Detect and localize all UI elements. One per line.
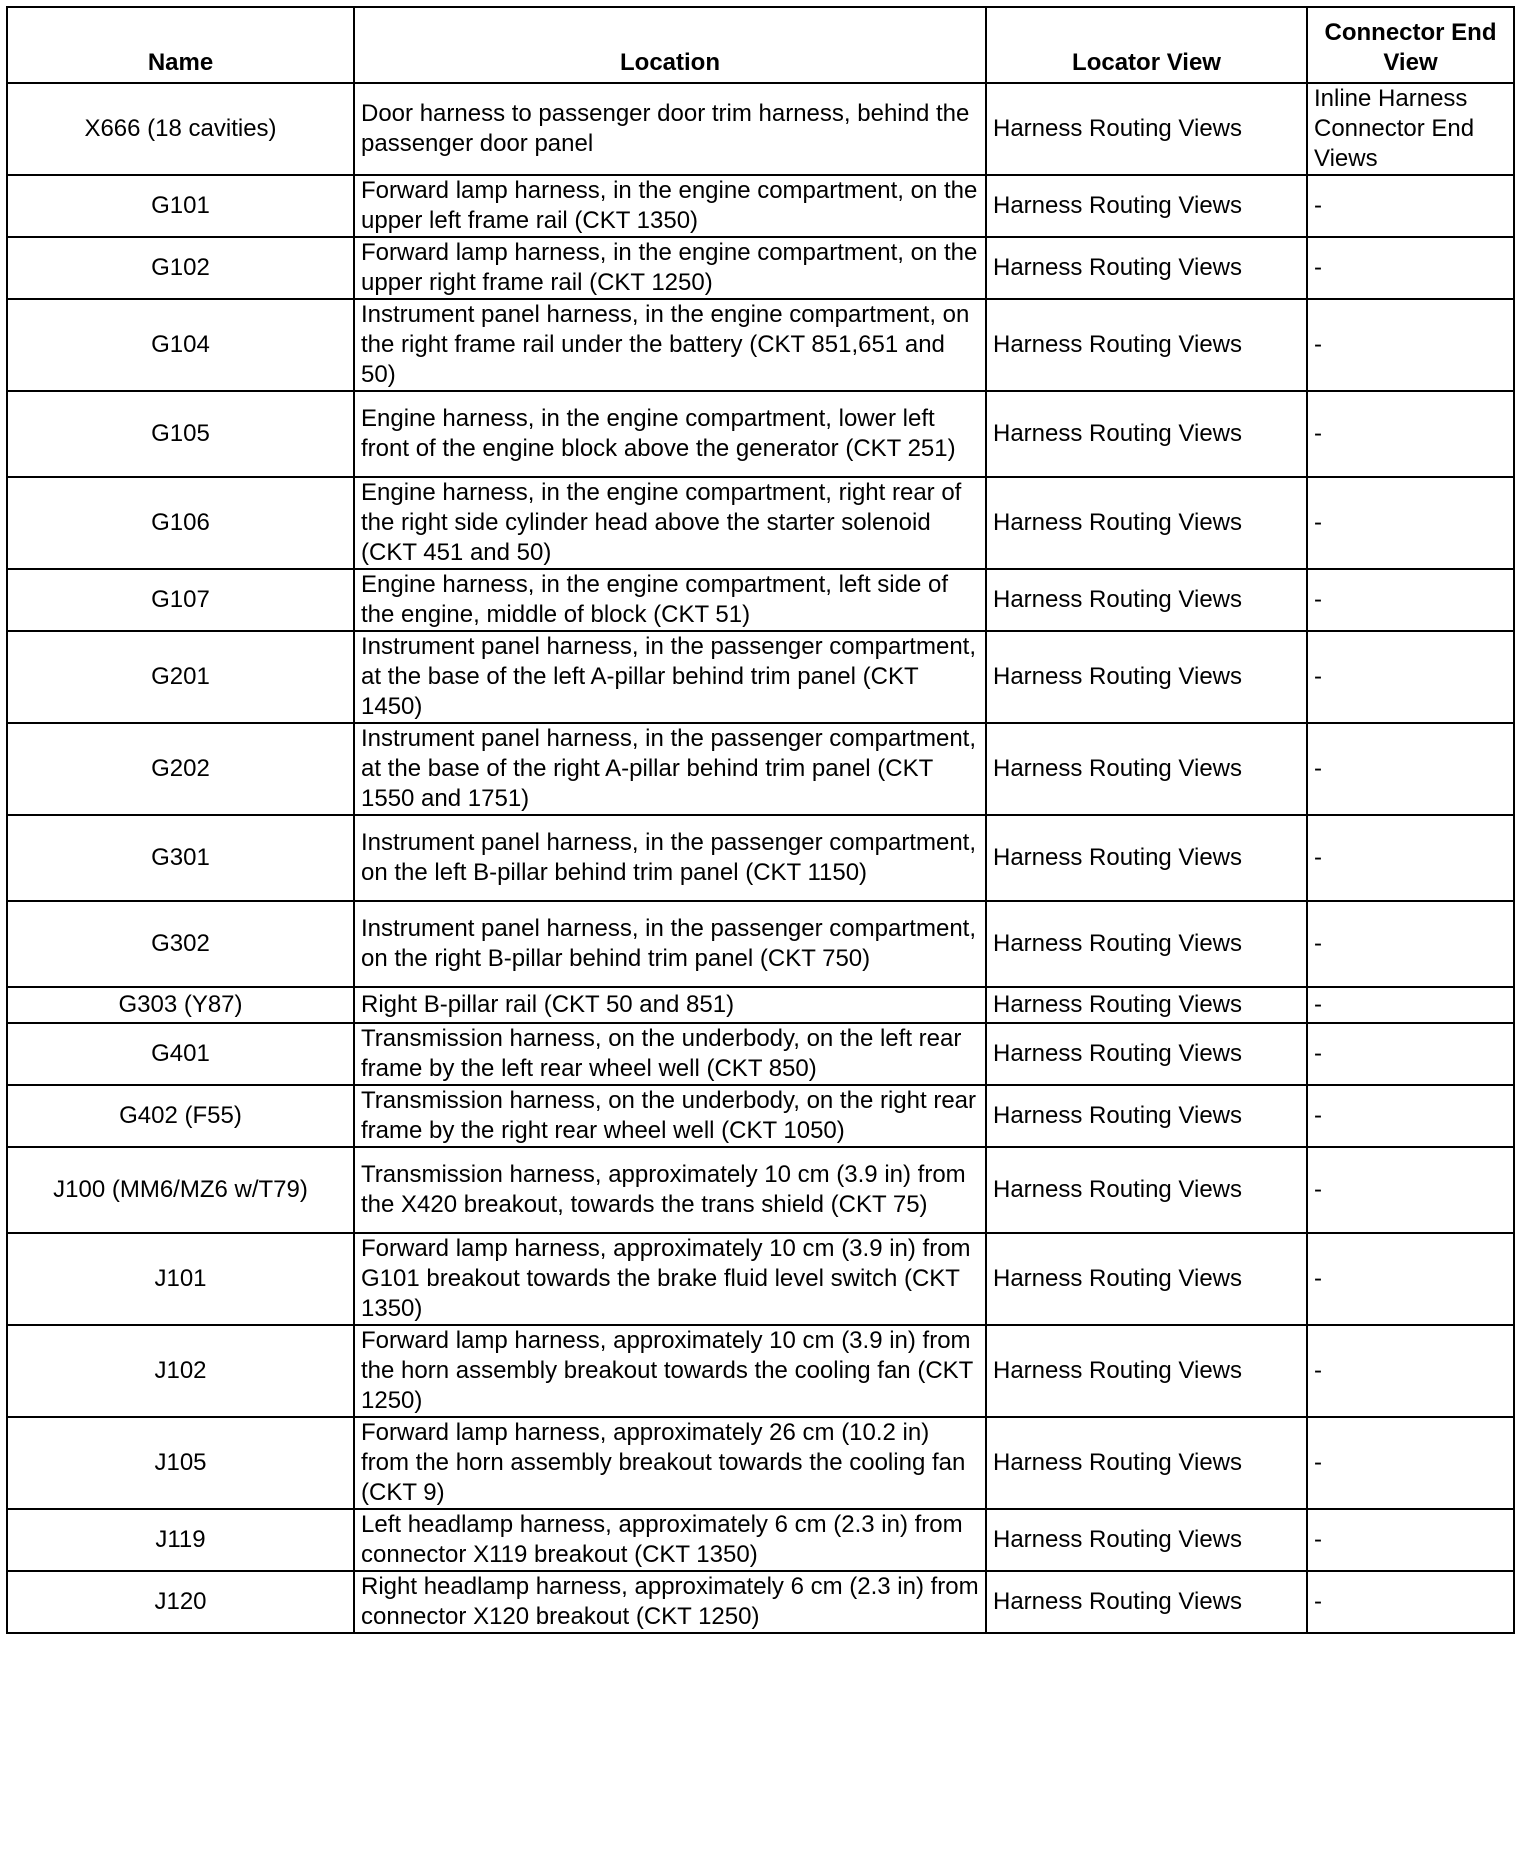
table-row bbox=[7, 477, 1514, 569]
cell-connector-end-view: - bbox=[1307, 1023, 1514, 1085]
cell-locator-view: Harness Routing Views bbox=[986, 175, 1307, 237]
cell-locator-view: Harness Routing Views bbox=[986, 723, 1307, 815]
cell-locator-view: Harness Routing Views bbox=[986, 83, 1307, 175]
table-row bbox=[7, 1023, 1514, 1085]
cell-connector-end-view: - bbox=[1307, 1233, 1514, 1325]
cell-connector-end-view: - bbox=[1307, 391, 1514, 477]
cell-locator-view: Harness Routing Views bbox=[986, 1417, 1307, 1509]
cell-connector-end-view: - bbox=[1307, 723, 1514, 815]
cell-locator-view: Harness Routing Views bbox=[986, 237, 1307, 299]
cell-name: G202 bbox=[7, 723, 354, 815]
cell-name: G201 bbox=[7, 631, 354, 723]
cell-location: Forward lamp harness, in the engine compartment, on the upper left frame rail (CKT 1350) bbox=[354, 175, 986, 237]
cell-location: Engine harness, in the engine compartment, lower left front of the engine block above the generator (CKT 251) bbox=[354, 391, 986, 477]
cell-name: G107 bbox=[7, 569, 354, 631]
cell-locator-view: Harness Routing Views bbox=[986, 477, 1307, 569]
table-row bbox=[7, 1147, 1514, 1233]
table-row bbox=[7, 569, 1514, 631]
cell-name: G303 (Y87) bbox=[7, 987, 354, 1023]
table-row bbox=[7, 987, 1514, 1023]
cell-name: G105 bbox=[7, 391, 354, 477]
cell-location: Left headlamp harness, approximately 6 cm (2.3 in) from connector X119 breakout (CKT 1350) bbox=[354, 1509, 986, 1571]
cell-locator-view: Harness Routing Views bbox=[986, 1147, 1307, 1233]
header-name: Name bbox=[7, 7, 354, 83]
table-row bbox=[7, 723, 1514, 815]
cell-connector-end-view: - bbox=[1307, 1571, 1514, 1633]
cell-name: J100 (MM6/MZ6 w/T79) bbox=[7, 1147, 354, 1233]
component-locator-table bbox=[6, 6, 1515, 1634]
cell-locator-view: Harness Routing Views bbox=[986, 901, 1307, 987]
cell-name: J120 bbox=[7, 1571, 354, 1633]
cell-locator-view: Harness Routing Views bbox=[986, 299, 1307, 391]
cell-location: Door harness to passenger door trim harness, behind the passenger door panel bbox=[354, 83, 986, 175]
cell-location: Transmission harness, on the underbody, on the left rear frame by the left rear wheel well (CKT 850) bbox=[354, 1023, 986, 1085]
cell-locator-view: Harness Routing Views bbox=[986, 1023, 1307, 1085]
table-row bbox=[7, 175, 1514, 237]
cell-location: Instrument panel harness, in the passenger compartment, at the base of the left A-pillar behind trim panel (CKT 1450) bbox=[354, 631, 986, 723]
cell-connector-end-view: - bbox=[1307, 987, 1514, 1023]
cell-name: J102 bbox=[7, 1325, 354, 1417]
cell-location: Forward lamp harness, approximately 10 cm (3.9 in) from G101 breakout towards the brake fluid level switch (CKT 1350) bbox=[354, 1233, 986, 1325]
cell-name: G302 bbox=[7, 901, 354, 987]
cell-locator-view: Harness Routing Views bbox=[986, 631, 1307, 723]
cell-location: Forward lamp harness, approximately 26 cm (10.2 in) from the horn assembly breakout towards the cooling fan (CKT 9) bbox=[354, 1417, 986, 1509]
cell-connector-end-view: - bbox=[1307, 901, 1514, 987]
cell-connector-end-view: - bbox=[1307, 1509, 1514, 1571]
cell-connector-end-view: - bbox=[1307, 237, 1514, 299]
cell-locator-view: Harness Routing Views bbox=[986, 987, 1307, 1023]
cell-connector-end-view: - bbox=[1307, 1147, 1514, 1233]
header-locator-view: Locator View bbox=[986, 7, 1307, 83]
cell-location: Engine harness, in the engine compartment, right rear of the right side cylinder head above the starter solenoid (CKT 451 and 50) bbox=[354, 477, 986, 569]
header-connector-end-view: Connector End View bbox=[1307, 7, 1514, 83]
cell-name: G101 bbox=[7, 175, 354, 237]
cell-locator-view: Harness Routing Views bbox=[986, 815, 1307, 901]
table-row bbox=[7, 901, 1514, 987]
cell-locator-view: Harness Routing Views bbox=[986, 1233, 1307, 1325]
cell-location: Forward lamp harness, in the engine compartment, on the upper right frame rail (CKT 1250) bbox=[354, 237, 986, 299]
table-row bbox=[7, 299, 1514, 391]
table-row bbox=[7, 1233, 1514, 1325]
cell-locator-view: Harness Routing Views bbox=[986, 569, 1307, 631]
cell-connector-end-view: - bbox=[1307, 299, 1514, 391]
cell-connector-end-view: - bbox=[1307, 477, 1514, 569]
cell-locator-view: Harness Routing Views bbox=[986, 1509, 1307, 1571]
cell-location: Transmission harness, approximately 10 cm (3.9 in) from the X420 breakout, towards the trans shield (CKT 75) bbox=[354, 1147, 986, 1233]
cell-name: G106 bbox=[7, 477, 354, 569]
cell-connector-end-view: - bbox=[1307, 1417, 1514, 1509]
cell-name: J101 bbox=[7, 1233, 354, 1325]
cell-connector-end-view: - bbox=[1307, 815, 1514, 901]
table-header-row bbox=[7, 7, 1514, 83]
cell-location: Right B-pillar rail (CKT 50 and 851) bbox=[354, 987, 986, 1023]
cell-connector-end-view: - bbox=[1307, 1085, 1514, 1147]
cell-connector-end-view: - bbox=[1307, 175, 1514, 237]
table-row bbox=[7, 631, 1514, 723]
cell-location: Instrument panel harness, in the engine compartment, on the right frame rail under the battery (CKT 851,651 and 50) bbox=[354, 299, 986, 391]
cell-locator-view: Harness Routing Views bbox=[986, 1085, 1307, 1147]
cell-connector-end-view: - bbox=[1307, 631, 1514, 723]
document-page bbox=[6, 6, 1515, 1634]
table-row bbox=[7, 1325, 1514, 1417]
cell-name: G402 (F55) bbox=[7, 1085, 354, 1147]
cell-location: Forward lamp harness, approximately 10 cm (3.9 in) from the horn assembly breakout towards the cooling fan (CKT 1250) bbox=[354, 1325, 986, 1417]
table-row bbox=[7, 815, 1514, 901]
cell-name: G401 bbox=[7, 1023, 354, 1085]
cell-name: G104 bbox=[7, 299, 354, 391]
cell-location: Engine harness, in the engine compartment, left side of the engine, middle of block (CKT 51) bbox=[354, 569, 986, 631]
table-row bbox=[7, 1085, 1514, 1147]
cell-location: Instrument panel harness, in the passenger compartment, on the right B-pillar behind trim panel (CKT 750) bbox=[354, 901, 986, 987]
cell-name: G301 bbox=[7, 815, 354, 901]
cell-location: Right headlamp harness, approximately 6 cm (2.3 in) from connector X120 breakout (CKT 1250) bbox=[354, 1571, 986, 1633]
cell-connector-end-view: - bbox=[1307, 1325, 1514, 1417]
cell-name: J105 bbox=[7, 1417, 354, 1509]
cell-connector-end-view: - bbox=[1307, 569, 1514, 631]
cell-connector-end-view: Inline Harness Connector End Views bbox=[1307, 83, 1514, 175]
cell-location: Instrument panel harness, in the passenger compartment, on the left B-pillar behind trim panel (CKT 1150) bbox=[354, 815, 986, 901]
table-row bbox=[7, 237, 1514, 299]
cell-location: Instrument panel harness, in the passenger compartment, at the base of the right A-pillar behind trim panel (CKT 1550 and 1751) bbox=[354, 723, 986, 815]
cell-locator-view: Harness Routing Views bbox=[986, 1325, 1307, 1417]
cell-name: G102 bbox=[7, 237, 354, 299]
cell-locator-view: Harness Routing Views bbox=[986, 1571, 1307, 1633]
cell-name: J119 bbox=[7, 1509, 354, 1571]
table-row bbox=[7, 1417, 1514, 1509]
table-row bbox=[7, 83, 1514, 175]
cell-location: Transmission harness, on the underbody, on the right rear frame by the right rear wheel well (CKT 1050) bbox=[354, 1085, 986, 1147]
cell-name: X666 (18 cavities) bbox=[7, 83, 354, 175]
table-row bbox=[7, 1509, 1514, 1571]
cell-locator-view: Harness Routing Views bbox=[986, 391, 1307, 477]
table-row bbox=[7, 1571, 1514, 1633]
table-row bbox=[7, 391, 1514, 477]
header-location: Location bbox=[354, 7, 986, 83]
